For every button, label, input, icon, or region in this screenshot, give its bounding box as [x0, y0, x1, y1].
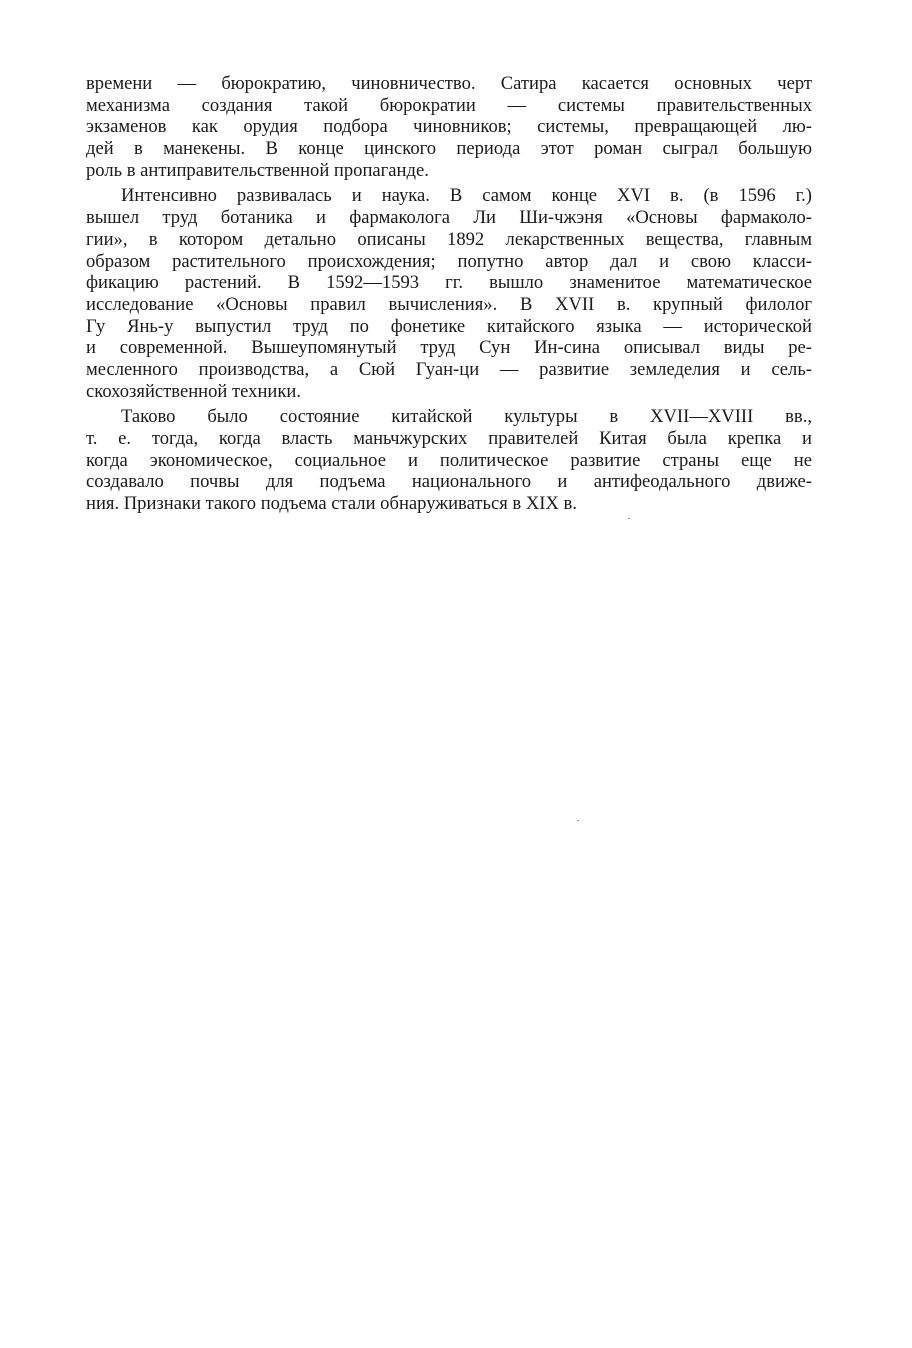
text-line: гии», в котором детально описаны 1892 лекарственных вещества, главным: [86, 228, 812, 250]
paragraph-3: [86, 406, 812, 514]
text-line: когда экономическое, социальное и политическое развитие страны еще не: [86, 449, 812, 471]
text-line: месленного производства, а Сюй Гуан-ци — развитие земледелия и сель-: [86, 358, 812, 380]
text-line: и современной. Вышеупомянутый труд Сун Ин-сина описывал виды ре-: [86, 337, 812, 359]
paragraph-2: [86, 185, 812, 402]
text-line: создавало почвы для подъема национального и антифеодального движе-: [86, 471, 812, 493]
text-line: экзаменов как орудия подбора чиновников; системы, превращающей лю-: [86, 116, 812, 138]
text-line: времени — бюрократию, чиновничество. Сатира касается основных черт: [86, 73, 812, 94]
paragraph-1: [86, 73, 812, 181]
body-text: [86, 73, 812, 515]
text-line: Гу Янь-у выпустил труд по фонетике китайского языка — исторической: [86, 315, 812, 337]
text-line: фикацию растений. В 1592—1593 гг. вышло знаменитое математическое: [86, 272, 812, 294]
text-line: скохозяйственной техники.: [86, 380, 301, 402]
text-line: вышел труд ботаника и фармаколога Ли Ши-чжэня «Основы фармаколо-: [86, 207, 812, 229]
text-line: Таково было состояние китайской культуры в XVII—XVIII вв.,: [121, 406, 812, 428]
text-line: дей в манекены. В конце цинского периода этот роман сыграл большую: [86, 138, 812, 160]
text-line: механизма создания такой бюрократии — системы правительственных: [86, 94, 812, 116]
text-line: роль в антиправительственной пропаганде.: [86, 159, 429, 181]
text-line: Интенсивно развивалась и наука. В самом конце XVI в. (в 1596 г.): [121, 185, 812, 207]
text-line: т. е. тогда, когда власть маньчжурских правителей Китая была крепка и: [86, 428, 812, 449]
text-line: образом растительного происхождения; попутно автор дал и свою класси-: [86, 250, 812, 272]
text-line: ния. Признаки такого подъема стали обнаруживаться в XIX в.: [86, 493, 577, 515]
scan-speck: [628, 518, 630, 519]
text-line: исследование «Основы правил вычисления». В XVII в. крупный филолог: [86, 293, 812, 315]
scan-speck: [577, 820, 579, 821]
